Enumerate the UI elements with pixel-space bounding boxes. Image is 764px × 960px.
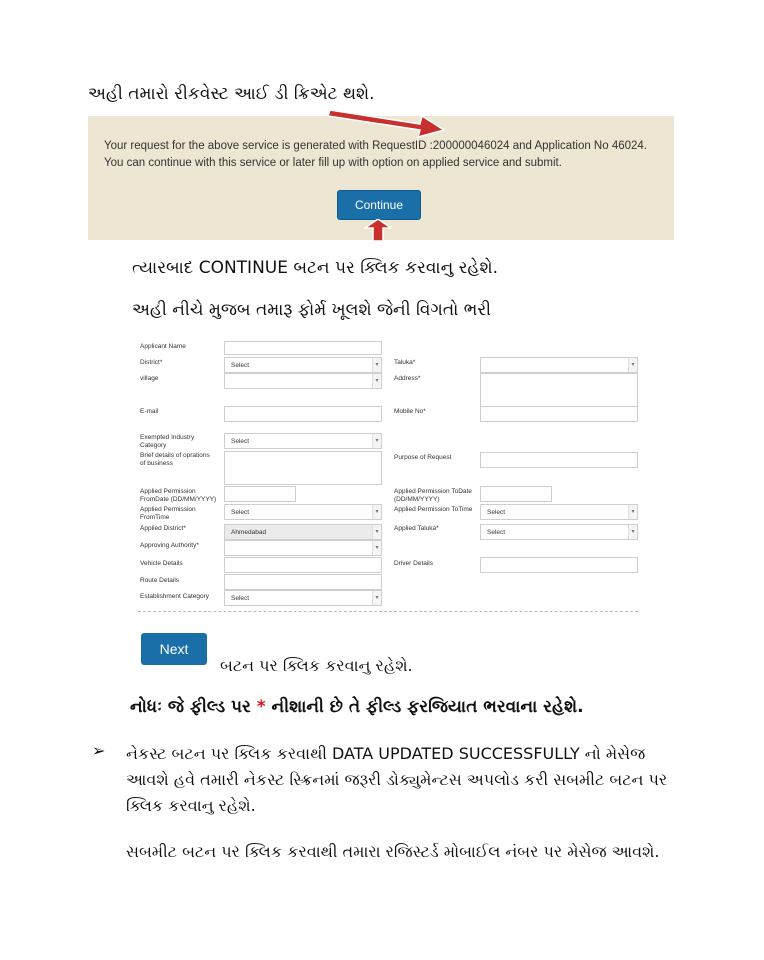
- chevron-down-icon: ▾: [372, 374, 381, 388]
- to-time-select[interactable]: [480, 504, 638, 520]
- request-notice-box: [88, 116, 674, 240]
- arrow-bullet-icon: ➢: [92, 741, 106, 760]
- label-from-time: Applied Permission FromTime: [140, 506, 196, 521]
- label-address: Address*: [394, 375, 421, 382]
- required-field-note: [130, 697, 584, 717]
- next-button[interactable]: Next: [141, 633, 207, 665]
- chevron-down-icon: ▾: [372, 525, 381, 539]
- address-textarea[interactable]: [480, 373, 638, 407]
- chevron-down-icon: ▾: [372, 434, 381, 448]
- label-to-date: Applied Permission ToDate (DD/MM/YYYY): [394, 488, 472, 503]
- label-establishment-category: Establishment Category: [140, 593, 210, 600]
- label-to-time: Applied Permission ToTime: [394, 506, 473, 513]
- next-step-paragraph: નેકસ્ટ બટન પર ક્લિક કરવાથી DATA UPDATED SUCCESSFULLY નો મેસેજ આવશે હવે તમારી નેકસ્ટ સ્ક્રિનમાં જરૂરી ડોક્યુમેન્ટસ અપલોડ કરી સબમીટ બટન પર ક્લિક કરવાનુ રહેશે.: [126, 744, 668, 815]
- applied-district-select[interactable]: [224, 524, 382, 540]
- vehicle-details-input[interactable]: [224, 557, 382, 573]
- label-from-date: Applied Permission FromDate (DD/MM/YYYY): [140, 488, 217, 503]
- district-select-value: Select: [231, 362, 250, 369]
- district-select[interactable]: [224, 357, 382, 373]
- label-vehicle-details: Vehicle Details: [140, 560, 183, 567]
- label-exempted-category: Exempted Industry Category: [140, 434, 195, 449]
- mobile-input[interactable]: [480, 406, 638, 422]
- required-star: *: [256, 697, 266, 717]
- label-village: village: [140, 375, 159, 382]
- applied-taluka-value: Select: [487, 529, 506, 536]
- taluka-select[interactable]: [480, 357, 638, 373]
- note-prefix: નોધઃ જે ફીલ્ડ પર: [130, 697, 257, 717]
- establishment-category-select[interactable]: [224, 590, 382, 606]
- label-brief-details: Brief details of oprations of business: [140, 452, 210, 467]
- chevron-down-icon: ▾: [628, 358, 637, 372]
- notice-line-2: You can continue with this service or later fill up with option on applied service and submit.: [104, 157, 562, 169]
- brief-details-textarea[interactable]: [224, 451, 382, 485]
- exempted-category-select[interactable]: [224, 433, 382, 449]
- chevron-down-icon: ▾: [628, 505, 637, 519]
- form-divider: [138, 611, 638, 612]
- label-taluka: Taluka*: [394, 359, 416, 366]
- chevron-down-icon: ▾: [372, 591, 381, 605]
- label-applicant-name: Applicant Name: [140, 343, 186, 350]
- label-mobile: Mobile No*: [394, 408, 426, 415]
- route-details-input[interactable]: [224, 574, 382, 590]
- from-time-select[interactable]: [224, 504, 382, 520]
- to-date-input[interactable]: [480, 486, 552, 502]
- label-purpose: Purpose of Request: [394, 454, 452, 461]
- email-input[interactable]: [224, 406, 382, 422]
- continue-instruction: ત્યારબાદ CONTINUE બટન પર ક્લિક કરવાનુ રહેશે.: [132, 258, 499, 278]
- approving-authority-select[interactable]: [224, 540, 382, 556]
- request-id-heading: અહી તમારો રીકવેસ્ટ આઈ ડી ક્રિએટ થશે.: [88, 84, 375, 104]
- from-time-value: Select: [231, 509, 250, 516]
- application-form: [138, 333, 638, 615]
- label-approving-authority: Approving Authority*: [140, 542, 199, 549]
- chevron-down-icon: ▾: [372, 541, 381, 555]
- continue-button[interactable]: Continue: [337, 190, 421, 220]
- form-intro-text: અહી નીચે મુજબ તમારૂ ફોર્મ ખૂલશે જેની વિગતો ભરી: [132, 300, 492, 320]
- applicant-name-input[interactable]: [224, 341, 382, 355]
- establishment-value: Select: [231, 595, 250, 602]
- applied-taluka-select[interactable]: [480, 524, 638, 540]
- to-time-value: Select: [487, 509, 506, 516]
- label-email: E-mail: [140, 408, 159, 415]
- applied-district-value: Ahmedabad: [231, 529, 267, 536]
- notice-text: [104, 138, 647, 172]
- label-route-details: Route Details: [140, 577, 180, 584]
- arrow-to-continue-icon: [364, 219, 392, 241]
- purpose-input[interactable]: [480, 452, 638, 468]
- next-instruction: બટન પર ક્લિક કરવાનુ રહેશે.: [220, 656, 413, 675]
- note-suffix: નીશાની છે તે ફીલ્ડ ફરજિયાત ભરવાના રહેશે.: [265, 697, 584, 717]
- arrow-to-request-id-icon: [328, 104, 448, 140]
- chevron-down-icon: ▾: [372, 505, 381, 519]
- village-select[interactable]: [224, 373, 382, 389]
- chevron-down-icon: ▾: [628, 525, 637, 539]
- label-applied-district: Applied District*: [140, 525, 186, 532]
- driver-details-input[interactable]: [480, 557, 638, 573]
- notice-line-1: Your request for the above service is generated with RequestID :200000046024 and Application No 46024.: [104, 140, 648, 152]
- label-applied-taluka: Applied Taluka*: [394, 525, 439, 532]
- submit-step-paragraph: સબમીટ બટન પર ક્લિક કરવાથી તમારા રજિસ્ટર્ડ મોબાઈલ નંબર પર મેસેજ આવશે.: [126, 842, 660, 861]
- chevron-down-icon: ▾: [372, 358, 381, 372]
- label-district: District*: [140, 359, 163, 366]
- from-date-input[interactable]: [224, 486, 296, 502]
- exempted-select-value: Select: [231, 438, 250, 445]
- label-driver-details: Driver Details: [394, 560, 434, 567]
